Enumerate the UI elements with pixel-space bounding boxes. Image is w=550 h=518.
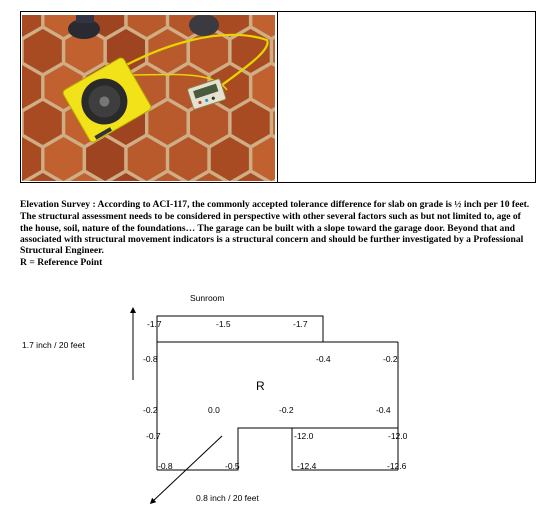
pant-left [76,15,94,23]
left-slope-label: 1.7 inch / 20 feet [22,340,85,350]
assessment-paragraph: The structural assessment needs to be considered in perspective with other several factors such as but not limited to, age of the house, soil, nature of the foundations… The garage can be built with a slope toward the garage door. Beyond that and associated with structural movement indicators is a structural concern and should be further investigated by a Professional Structural Engineer. [20,211,524,257]
elevation-survey-line: Elevation Survey : According to ACI-117, the commonly accepted tolerance difference for slab on grade is ½ inch per 10 feet. [20,199,530,210]
photo-cell [21,12,278,183]
floor-plan-outline [157,316,398,470]
elevation-sketch [0,280,550,518]
reading: -12.4 [297,461,317,471]
reading: -0.4 [376,405,391,415]
shoe-right [189,15,219,36]
reading: -0.7 [146,431,161,441]
reading: -1.5 [216,319,231,329]
notes-text [20,199,532,270]
reference-point-legend: R = Reference Point [20,257,103,269]
reading: -0.2 [279,405,294,415]
floor-photo-image [22,15,275,181]
reading: -0.8 [143,354,158,364]
photo-table [20,11,536,183]
reading: -0.4 [316,354,331,364]
reading: -1.7 [293,319,308,329]
sunroom-label: Sunroom [190,293,225,303]
reading: -12.0 [388,431,408,441]
floor-photo [22,15,275,181]
reading: -12.0 [294,431,314,441]
reading: -0.8 [158,461,173,471]
reference-point-marker: R [256,379,265,393]
reading: -0.5 [225,461,240,471]
reading: -0.2 [143,405,158,415]
reading: 0.0 [208,405,220,415]
reading: -12.6 [387,461,407,471]
reading: -1.7 [147,319,162,329]
reading: -0.2 [383,354,398,364]
empty-cell [278,12,536,183]
bottom-slope-label: 0.8 inch / 20 feet [196,493,259,503]
